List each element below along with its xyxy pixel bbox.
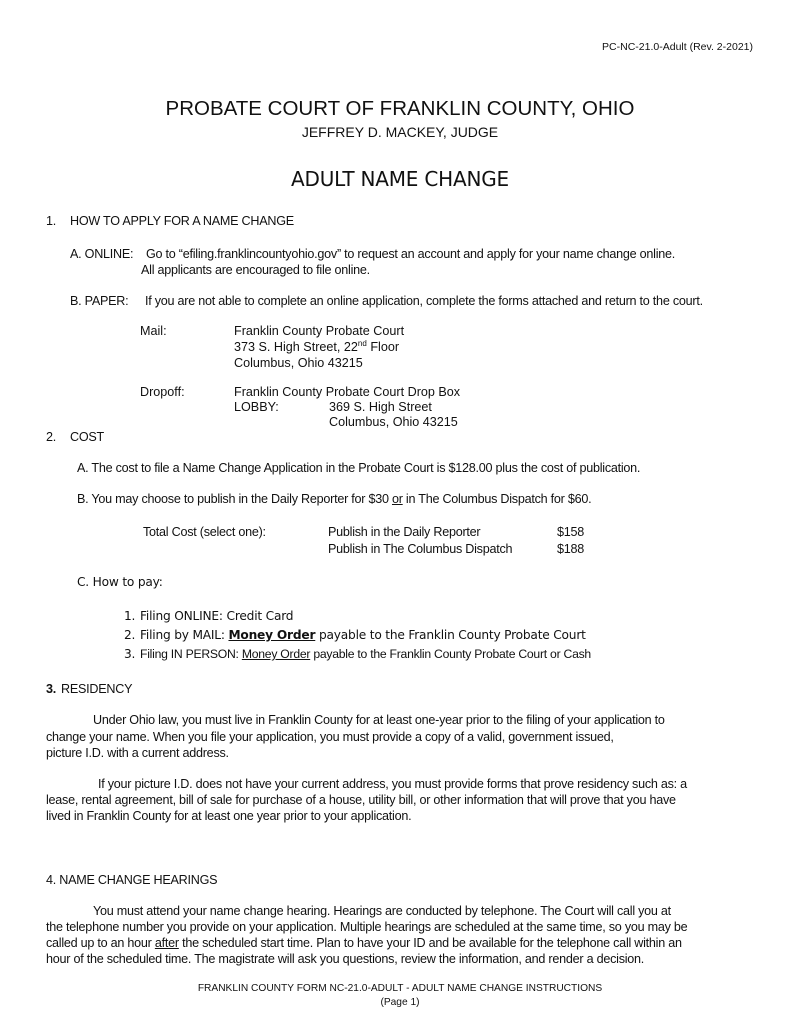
footer-form-title: FRANKLIN COUNTY FORM NC-21.0-ADULT - ADULT NAME CHANGE INSTRUCTIONS: [197, 983, 603, 994]
mail-address-line2: 373 S. High Street, 22nd Floor: [234, 338, 400, 354]
residency-paragraph-2-line3: lived in Franklin County for at least one year prior to your application.: [46, 809, 412, 823]
how-to-pay-heading: C. How to pay:: [77, 575, 163, 589]
payment-item-in-person: Filing IN PERSON: Money Order payable to the Franklin County Probate Court or Cash: [140, 647, 591, 661]
payment-item-number: 1.: [124, 609, 136, 623]
hearings-line3: called up to an hour after the scheduled start time. Plan to have your ID and be available for the telephone call within an: [46, 936, 682, 950]
residency-paragraph-1-line1: Under Ohio law, you must live in Franklin County for at least one-year prior to the filing of your application to: [93, 713, 665, 727]
section-heading: COST: [70, 430, 104, 444]
option-daily-reporter: Publish in the Daily Reporter: [328, 525, 481, 539]
paper-label: B. PAPER:: [70, 294, 129, 308]
lobby-address-line2: Columbus, Ohio 43215: [329, 415, 458, 429]
section-heading: RESIDENCY: [61, 682, 133, 696]
residency-paragraph-2-line2: lease, rental agreement, bill of sale for purchase of a house, utility bill, or other information that will prove that you have: [46, 793, 676, 807]
footer-page-number: (Page 1): [380, 997, 420, 1008]
payment-item-mail: Filing by MAIL: Money Order payable to the Franklin County Probate Court: [140, 628, 586, 642]
online-instructions: Go to “efiling.franklincountyohio.gov” to request an account and apply for your name change online.: [146, 247, 676, 261]
price-daily-reporter: $158: [557, 525, 585, 539]
hearings-line4: hour of the scheduled time. The magistrate will ask you questions, review the information, and render a decision.: [46, 952, 645, 966]
court-title: PROBATE COURT OF FRANKLIN COUNTY, OHIO: [165, 97, 635, 120]
dropoff-location: Franklin County Probate Court Drop Box: [234, 385, 461, 399]
publication-cost-text: B. You may choose to publish in the Daily Reporter for $30 or in The Columbus Dispatch for $60.: [77, 492, 592, 506]
section-number: 3.: [46, 682, 57, 696]
paper-instructions: If you are not able to complete an online application, complete the forms attached and return to the court.: [145, 294, 703, 308]
mail-label: Mail:: [140, 324, 167, 338]
payment-item-number: 3.: [124, 647, 136, 661]
price-columbus-dispatch: $188: [557, 542, 585, 556]
hearings-line2: the telephone number you provide on your application. Multiple hearings are scheduled at the same time, so you may be: [46, 920, 688, 934]
option-columbus-dispatch: Publish in The Columbus Dispatch: [328, 542, 513, 556]
filing-cost-text: A. The cost to file a Name Change Application in the Probate Court is $128.00 plus the cost of publication.: [77, 461, 641, 475]
section-number: 2.: [46, 430, 57, 444]
online-encouragement: All applicants are encouraged to file online.: [141, 263, 370, 277]
residency-paragraph-1-line2: change your name. When you file your application, you must provide a copy of a valid, government issued,: [46, 730, 614, 744]
document-title: ADULT NAME CHANGE: [291, 167, 509, 191]
payment-item-online: Filing ONLINE: Credit Card: [140, 609, 294, 623]
lobby-address-line1: 369 S. High Street: [329, 400, 432, 414]
lobby-label: LOBBY:: [234, 400, 279, 414]
section-heading: 4. NAME CHANGE HEARINGS: [46, 873, 218, 887]
mail-address-line3: Columbus, Ohio 43215: [234, 356, 363, 370]
mail-address-line1: Franklin County Probate Court: [234, 324, 405, 338]
residency-paragraph-1-line3: picture I.D. with a current address.: [46, 746, 229, 760]
online-label: A. ONLINE:: [70, 247, 134, 261]
hearings-line1: You must attend your name change hearing. Hearings are conducted by telephone. The Court will call you at: [93, 904, 671, 918]
judge-name: JEFFREY D. MACKEY, JUDGE: [301, 124, 499, 140]
section-heading: HOW TO APPLY FOR A NAME CHANGE: [70, 214, 294, 228]
section-number: 1.: [46, 214, 57, 228]
dropoff-label: Dropoff:: [140, 385, 185, 399]
residency-paragraph-2-line1: If your picture I.D. does not have your current address, you must provide forms that prove residency such as: a: [98, 777, 687, 791]
payment-item-number: 2.: [124, 628, 136, 642]
form-id: PC-NC-21.0-Adult (Rev. 2-2021): [602, 41, 753, 53]
total-cost-label: Total Cost (select one):: [143, 525, 266, 539]
